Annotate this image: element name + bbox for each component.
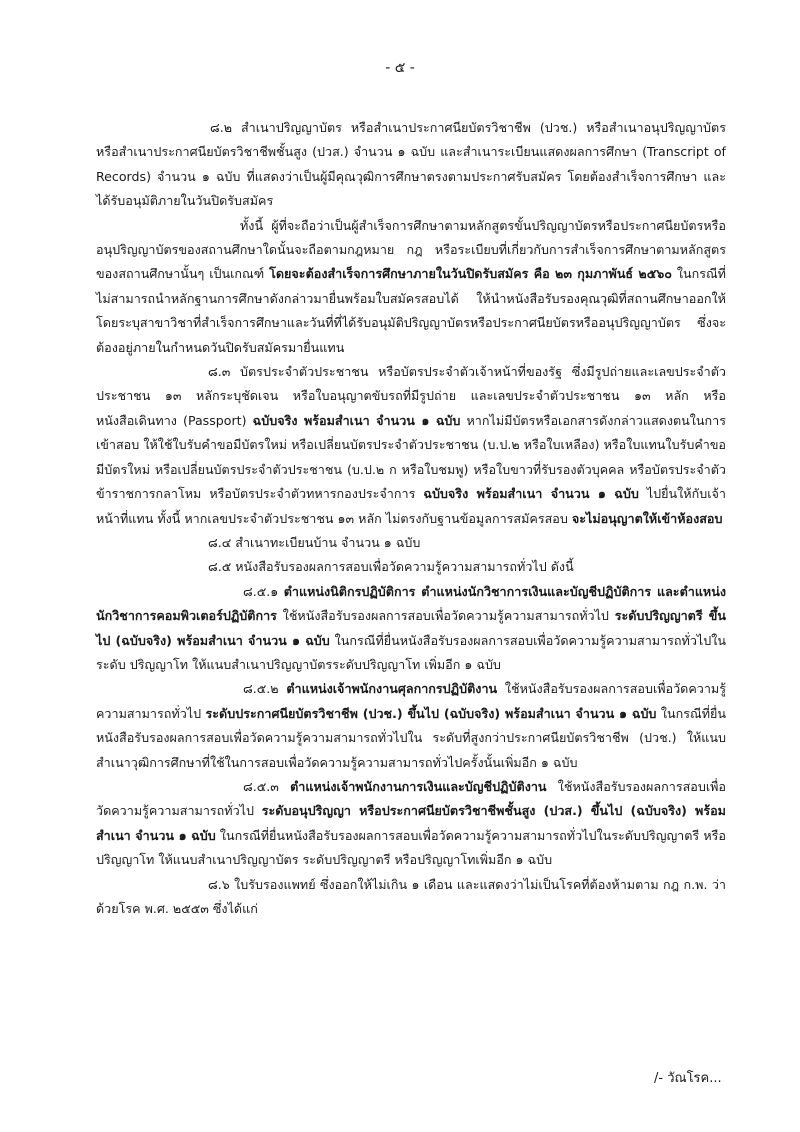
section-8-2-note: [96, 214, 726, 360]
section-8-3: [96, 360, 726, 531]
text: ๘.๕.๓: [243, 778, 291, 794]
text: ๘.๔ สำเนาทะเบียนบ้าน จำนวน ๑ ฉบับ: [208, 534, 421, 550]
text: ๘.๕ หนังสือรับรองผลการสอบเพื่อวัดความรู้ความสามารถทั่วไป ดังนี้: [208, 559, 574, 575]
bold-text: ตำแหน่งเจ้าพนักงานการเงินและบัญชีปฏิบัติงาน: [290, 778, 547, 794]
text: ๘.๖ ใบรับรองแพทย์ ซึ่งออกให้ไม่เกิน ๑ เดือน และแสดงว่าไม่เป็นโรคที่ต้องห้ามตาม กฎ ก.พ. ว่าด้วยโรค พ.ศ. ๒๕๕๓ ซึ่งได้แก่: [96, 876, 726, 916]
bold-text: โดยจะต้องสำเร็จการศึกษาภายในวันปิดรับสมัคร คือ ๒๓ กุมภาพันธ์ ๒๕๖๐: [269, 266, 672, 282]
page-number: - ๕ -: [385, 60, 415, 76]
section-8-5: [96, 555, 726, 579]
section-8-6: [96, 873, 726, 922]
bold-text: จะไม่อนุญาตให้เข้าห้องสอบ: [571, 510, 723, 526]
section-8-4: [96, 531, 726, 555]
bold-text: ระดับประกาศนียบัตรวิชาชีพ (ปวช.) ขึ้นไป (ฉบับจริง) พร้อมสำเนา จำนวน ๑ ฉบับ: [205, 705, 657, 721]
continuation-marker: /- วัณโรค...: [654, 1071, 722, 1086]
section-8-5-1: [96, 580, 726, 678]
text: หากไม่มีบัตรหรือเอกสารดังกล่าวแสดงตนในการเข้าสอบ ให้ใช้ใบรับคำขอมีบัตรใหม่ หรือเปลี่ยนบัตรประจำตัวประชาชน (บ.ป.๒ หรือใบเหลือง) หรือใบแทนใบรับคำขอมีบัตรใหม่ หรือเปลี่ยนบัตรประจำตัวประชาชน (บ.ป.๒ ก หรือใบชมพู) หรือใบขาวที่รับรองตัวบุคคล หรือบัตรประจำตัวข้าราชการกลาโหม หรือบัตรประจำตัวทหารกองประจำการ: [96, 412, 726, 502]
bold-text: ระดับปริญญาตรี ขึ้นไป (ฉบับจริง) พร้อมสำเนา จำนวน ๑ ฉบับ: [96, 608, 726, 648]
text: ๘.๒ สำเนาปริญญาบัตร หรือสำเนาประกาศนียบัตรวิชาชีพ (ปวช.) หรือสำเนาอนุปริญญาบัตร หรือสำเนาประกาศนียบัตรวิชาชีพชั้นสูง (ปวส.) จำนวน ๑ ฉบับ และสำเนาระเบียนแสดงผลการศึกษา (Transcript of Records) จำนวน ๑ ฉบับ ที่แสดงว่าเป็นผู้มีคุณวุฒิการศึกษาตรงตามประกาศรับสมัคร โดยต้องสำเร็จการศึกษา และได้รับอนุมัติภายในวันปิดรับสมัคร: [96, 120, 726, 209]
bold-text: ฉบับจริง พร้อมสำเนา จำนวน ๑ ฉบับ: [252, 412, 461, 428]
text: ๘.๕.๒: [243, 681, 287, 697]
text: ใช้หนังสือรับรองผลการสอบเพื่อวัดความรู้ความสามารถทั่วไป: [276, 608, 615, 624]
section-8-2: [96, 116, 726, 214]
text: ทั้งนี้ ผู้ที่จะถือว่าเป็นผู้สำเร็จการศึกษาตามหลักสูตรขั้นปริญญาบัตรหรือประกาศนียบัตรหรืออนุปริญญาบัตรของสถานศึกษาใดนั้นจะถือตามกฎหมาย กฎ หรือระเบียบที่เกี่ยวกับการสำเร็จการศึกษาตามหลักสูตรของสถานศึกษานั้นๆ เป็นเกณฑ์: [96, 217, 726, 282]
text: ในกรณีที่ยื่นหนังสือรับรองผลการสอบเพื่อวัดความรู้ความสามารถทั่วไปในระดับ ปริญญาโท ให้แนบสำเนาปริญญาบัตรระดับปริญญาโท เพิ่มอีก ๑ ฉบับ: [96, 632, 726, 672]
bold-text: ฉบับจริง พร้อมสำเนา จำนวน ๑ ฉบับ: [423, 486, 639, 502]
text: ในกรณีที่ยื่นหนังสือรับรองผลการสอบเพื่อวัดความรู้ความสามารถทั่วไปในระดับปริญญาตรี หรือปริญญาโท ให้แนบสำเนาปริญญาบัตร ระดับปริญญาตรี หรือปริญญาโทเพิ่มอีก ๑ ฉบับ: [96, 827, 726, 868]
text: ในกรณีที่ไม่สามารถนำหลักฐานการศึกษาดังกล่าวมายื่นพร้อมใบสมัครสอบได้ ให้นำหนังสือรับรองคุณวุฒิที่สถานศึกษาออกให้ โดยระบุสาขาวิชาที่สำเร็จการศึกษาและวันที่ที่ได้รับอนุมัติปริญญาบัตรหรือประกาศนียบัตรหรืออนุปริญญาบัตร ซึ่งจะต้องอยู่ภายในกำหนดวันปิดรับสมัครมายื่นแทน: [96, 266, 726, 355]
document-body: [96, 116, 726, 921]
section-8-5-2: [96, 677, 726, 775]
section-8-5-3: [96, 775, 726, 873]
bold-text: ตำแหน่งนิติกรปฏิบัติการ ตำแหน่งนักวิชาการเงินและบัญชีปฏิบัติการ และตำแหน่งนักวิชาการคอมพิวเตอร์ปฏิบัติการ: [96, 583, 726, 624]
text: ๘.๕.๑: [243, 583, 284, 599]
text: ใช้หนังสือรับรองผลการสอบเพื่อวัดความรู้ความสามารถทั่วไป: [96, 778, 726, 819]
bold-text: ตำแหน่งเจ้าพนักงานศุลกากรปฏิบัติงาน: [286, 681, 498, 697]
text: ๘.๓ บัตรประจำตัวประชาชน หรือบัตรประจำตัวเจ้าหน้าที่ของรัฐ ซึ่งมีรูปถ่ายและเลขประจำตัวประชาชน ๑๓ หลักระบุชัดเจน หรือใบอนุญาตขับรถที่มีรูปถ่าย และเลขประจำตัวประชาชน ๑๓ หลัก หรือหนังสือเดินทาง (Passport): [96, 364, 726, 428]
text: ในกรณีที่ยื่นหนังสือรับรองผลการสอบเพื่อวัดความรู้ความสามารถทั่วไปใน ระดับที่สูงกว่าประกาศนียบัตรวิชาชีพ (ปวช.) ให้แนบสำเนาวุฒิการศึกษาที่ใช้ในการสอบเพื่อวัดความรู้ความสามารถทั่วไปครั้งนั้นเพิ่มอีก ๑ ฉบับ: [96, 705, 726, 770]
text: ไปยื่นให้กับเจ้าหน้าที่แทน ทั้งนี้ หากเลขประจำตัวประชาชน ๑๓ หลัก ไม่ตรงกับฐานข้อมูลการสมัครสอบ: [96, 486, 726, 526]
bold-text: ระดับอนุปริญญา หรือประกาศนียบัตรวิชาชีพชั้นสูง (ปวส.) ขึ้นไป (ฉบับจริง) พร้อมสำเนา จำนวน ๑ ฉบับ: [96, 803, 726, 843]
text: ใช้หนังสือรับรองผลการสอบเพื่อวัดความรู้ความสามารถทั่วไป: [96, 681, 726, 721]
